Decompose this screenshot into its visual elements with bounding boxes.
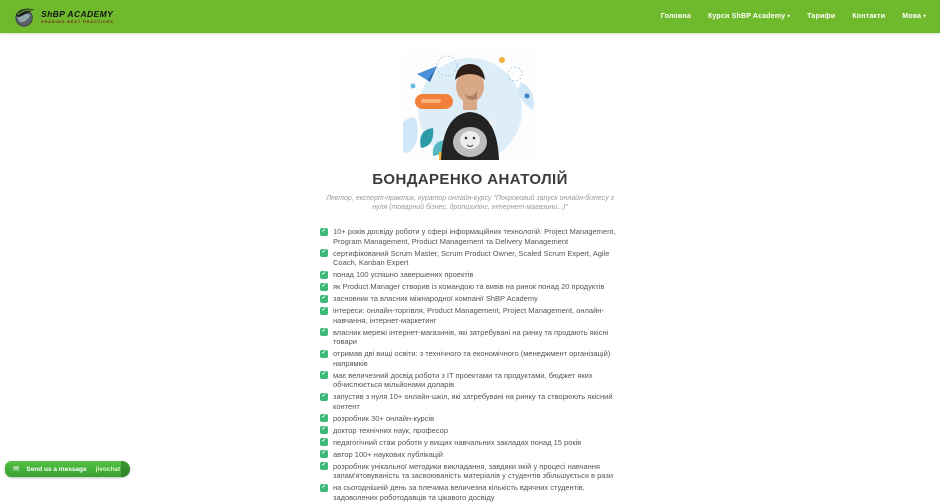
checkmark-icon: ✓: [321, 414, 327, 421]
checkmark-icon: ✓: [321, 249, 327, 256]
envelope-icon: ✉: [13, 464, 20, 474]
list-item: [320, 426, 620, 436]
achievement-text: розробник 30+ онлайн-курсів: [333, 413, 435, 423]
achievement-text: на сьогоднішній день за плечима величезна кількість вдячних студентів, задоволених роботодавців та цікавого досвіду: [333, 483, 585, 502]
logo[interactable]: [14, 6, 114, 28]
chat-brand-label: jivochat: [95, 465, 121, 473]
achievement-text: понад 100 успішно завершених проектів: [333, 270, 474, 279]
checkmark-icon: ✓: [321, 227, 327, 234]
nav-item-label: Курси ShBP Academy: [707, 13, 786, 20]
logo-title: ShBP ACADEMY: [41, 8, 114, 19]
page-title: БОНДАРЕНКО АНАТОЛІЙ: [372, 171, 568, 188]
chat-widget[interactable]: [5, 461, 130, 477]
nav-item-4[interactable]: [902, 13, 926, 20]
achievement-text: отримав дві вищі освіти: з технічного та економічного (менеджмент організацій) напрямків: [333, 349, 611, 368]
list-item: [320, 450, 620, 460]
checkmark-icon: ✓: [321, 270, 327, 277]
list-item: [320, 294, 620, 304]
chevron-down-icon: ▾: [787, 13, 791, 20]
checkmark-icon: ✓: [321, 306, 327, 313]
achievement-text: має величезний досвід роботи з IT проектами та продуктами, бюджет яких обчислюється мільйонами доларів: [333, 370, 593, 389]
nav-item-3[interactable]: [852, 13, 885, 20]
checkmark-icon: ✓: [321, 294, 327, 301]
checkmark-icon: ✓: [321, 282, 327, 289]
nav: [661, 13, 926, 20]
header: [0, 0, 940, 33]
nav-item-2[interactable]: [807, 13, 835, 20]
list-item: [320, 483, 620, 502]
achievement-text: інтереси: онлайн-торгівля, Product Management, Project Management, онлайн-навчання, інтернет-маркетинг: [333, 306, 604, 325]
nav-item-0[interactable]: [661, 13, 691, 20]
list-item: [320, 392, 620, 411]
nav-item-1[interactable]: [708, 13, 790, 20]
list-item: [320, 462, 620, 481]
nav-item-label: Тарифи: [807, 13, 836, 20]
achievement-text: 10+ років досвіду роботи у сфері інформаційних технологій: Project Management, Program Management, Product Management та Delivery Management: [333, 227, 616, 246]
achievement-text: сертифікований Scrum Master, Scrum Product Owner, Scaled Scrum Expert, Agile Coach, Kanban Expert: [333, 248, 610, 267]
achievement-text: як Product Manager створив із командою та вивів на ринок понад 20 продуктів: [333, 282, 605, 291]
list-item: [320, 438, 620, 448]
chat-message-label: Send us a message: [26, 465, 87, 473]
achievement-text: педагогічний стаж роботи у вищих навчальних закладах понад 15 років: [333, 437, 582, 447]
nav-item-label: Головна: [660, 13, 691, 20]
logo-tagline: SHARING BEST PRACTICES: [41, 18, 114, 24]
list-item: [320, 282, 620, 292]
list-item: [320, 306, 620, 325]
list-item: [320, 328, 620, 347]
achievement-text: засновник та власник міжнародної компанії ShBP Academy: [333, 294, 538, 303]
nav-item-label: Мова: [902, 13, 922, 20]
achievement-text: власник мережі інтернет-магазинів, які затребувані на ринку та продають якісні товари: [333, 327, 609, 346]
checkmark-icon: ✓: [321, 426, 327, 433]
achievements-list: [320, 227, 620, 502]
list-item: [320, 371, 620, 390]
globe-logo-icon: [14, 6, 36, 28]
list-item: [320, 227, 620, 246]
checkmark-icon: ✓: [321, 462, 327, 469]
achievement-text: розробник унікальної методики викладання, завдяки якій у процесі навчання запам'ятовуваність та засвоюваність матеріалів у студентів збільшується в рази: [333, 461, 614, 480]
checkmark-icon: ✓: [321, 349, 327, 356]
logo-text: [41, 10, 114, 24]
list-item: [320, 414, 620, 424]
profile-photo: [403, 52, 537, 160]
checkmark-icon: ✓: [321, 328, 327, 335]
chevron-down-icon: ▾: [923, 13, 926, 20]
checkmark-icon: ✓: [321, 438, 327, 445]
list-item: [320, 349, 620, 368]
checkmark-icon: ✓: [321, 371, 327, 378]
nav-item-label: Контакти: [852, 13, 886, 20]
checkmark-icon: ✓: [321, 450, 327, 457]
achievement-text: запустив з нуля 10+ онлайн-шкіл, які затребувані на ринку та створюють якісний контент: [333, 392, 613, 411]
profile-illustration: [403, 52, 537, 160]
achievement-text: автор 100+ наукових публікацій: [333, 449, 443, 459]
list-item: [320, 249, 620, 268]
checkmark-icon: ✓: [321, 483, 327, 490]
checkmark-icon: ✓: [321, 392, 327, 399]
achievement-text: доктор технічних наук, професор: [333, 425, 449, 435]
list-item: [320, 270, 620, 280]
profile-subtitle: Лектор, експерт-практик, куратор онлайн-курсу "Покроковий запуск онлайн-бізнесу з нуля (товарний бізнес, дропшипінг, інтернет-магазини...)": [326, 195, 614, 211]
